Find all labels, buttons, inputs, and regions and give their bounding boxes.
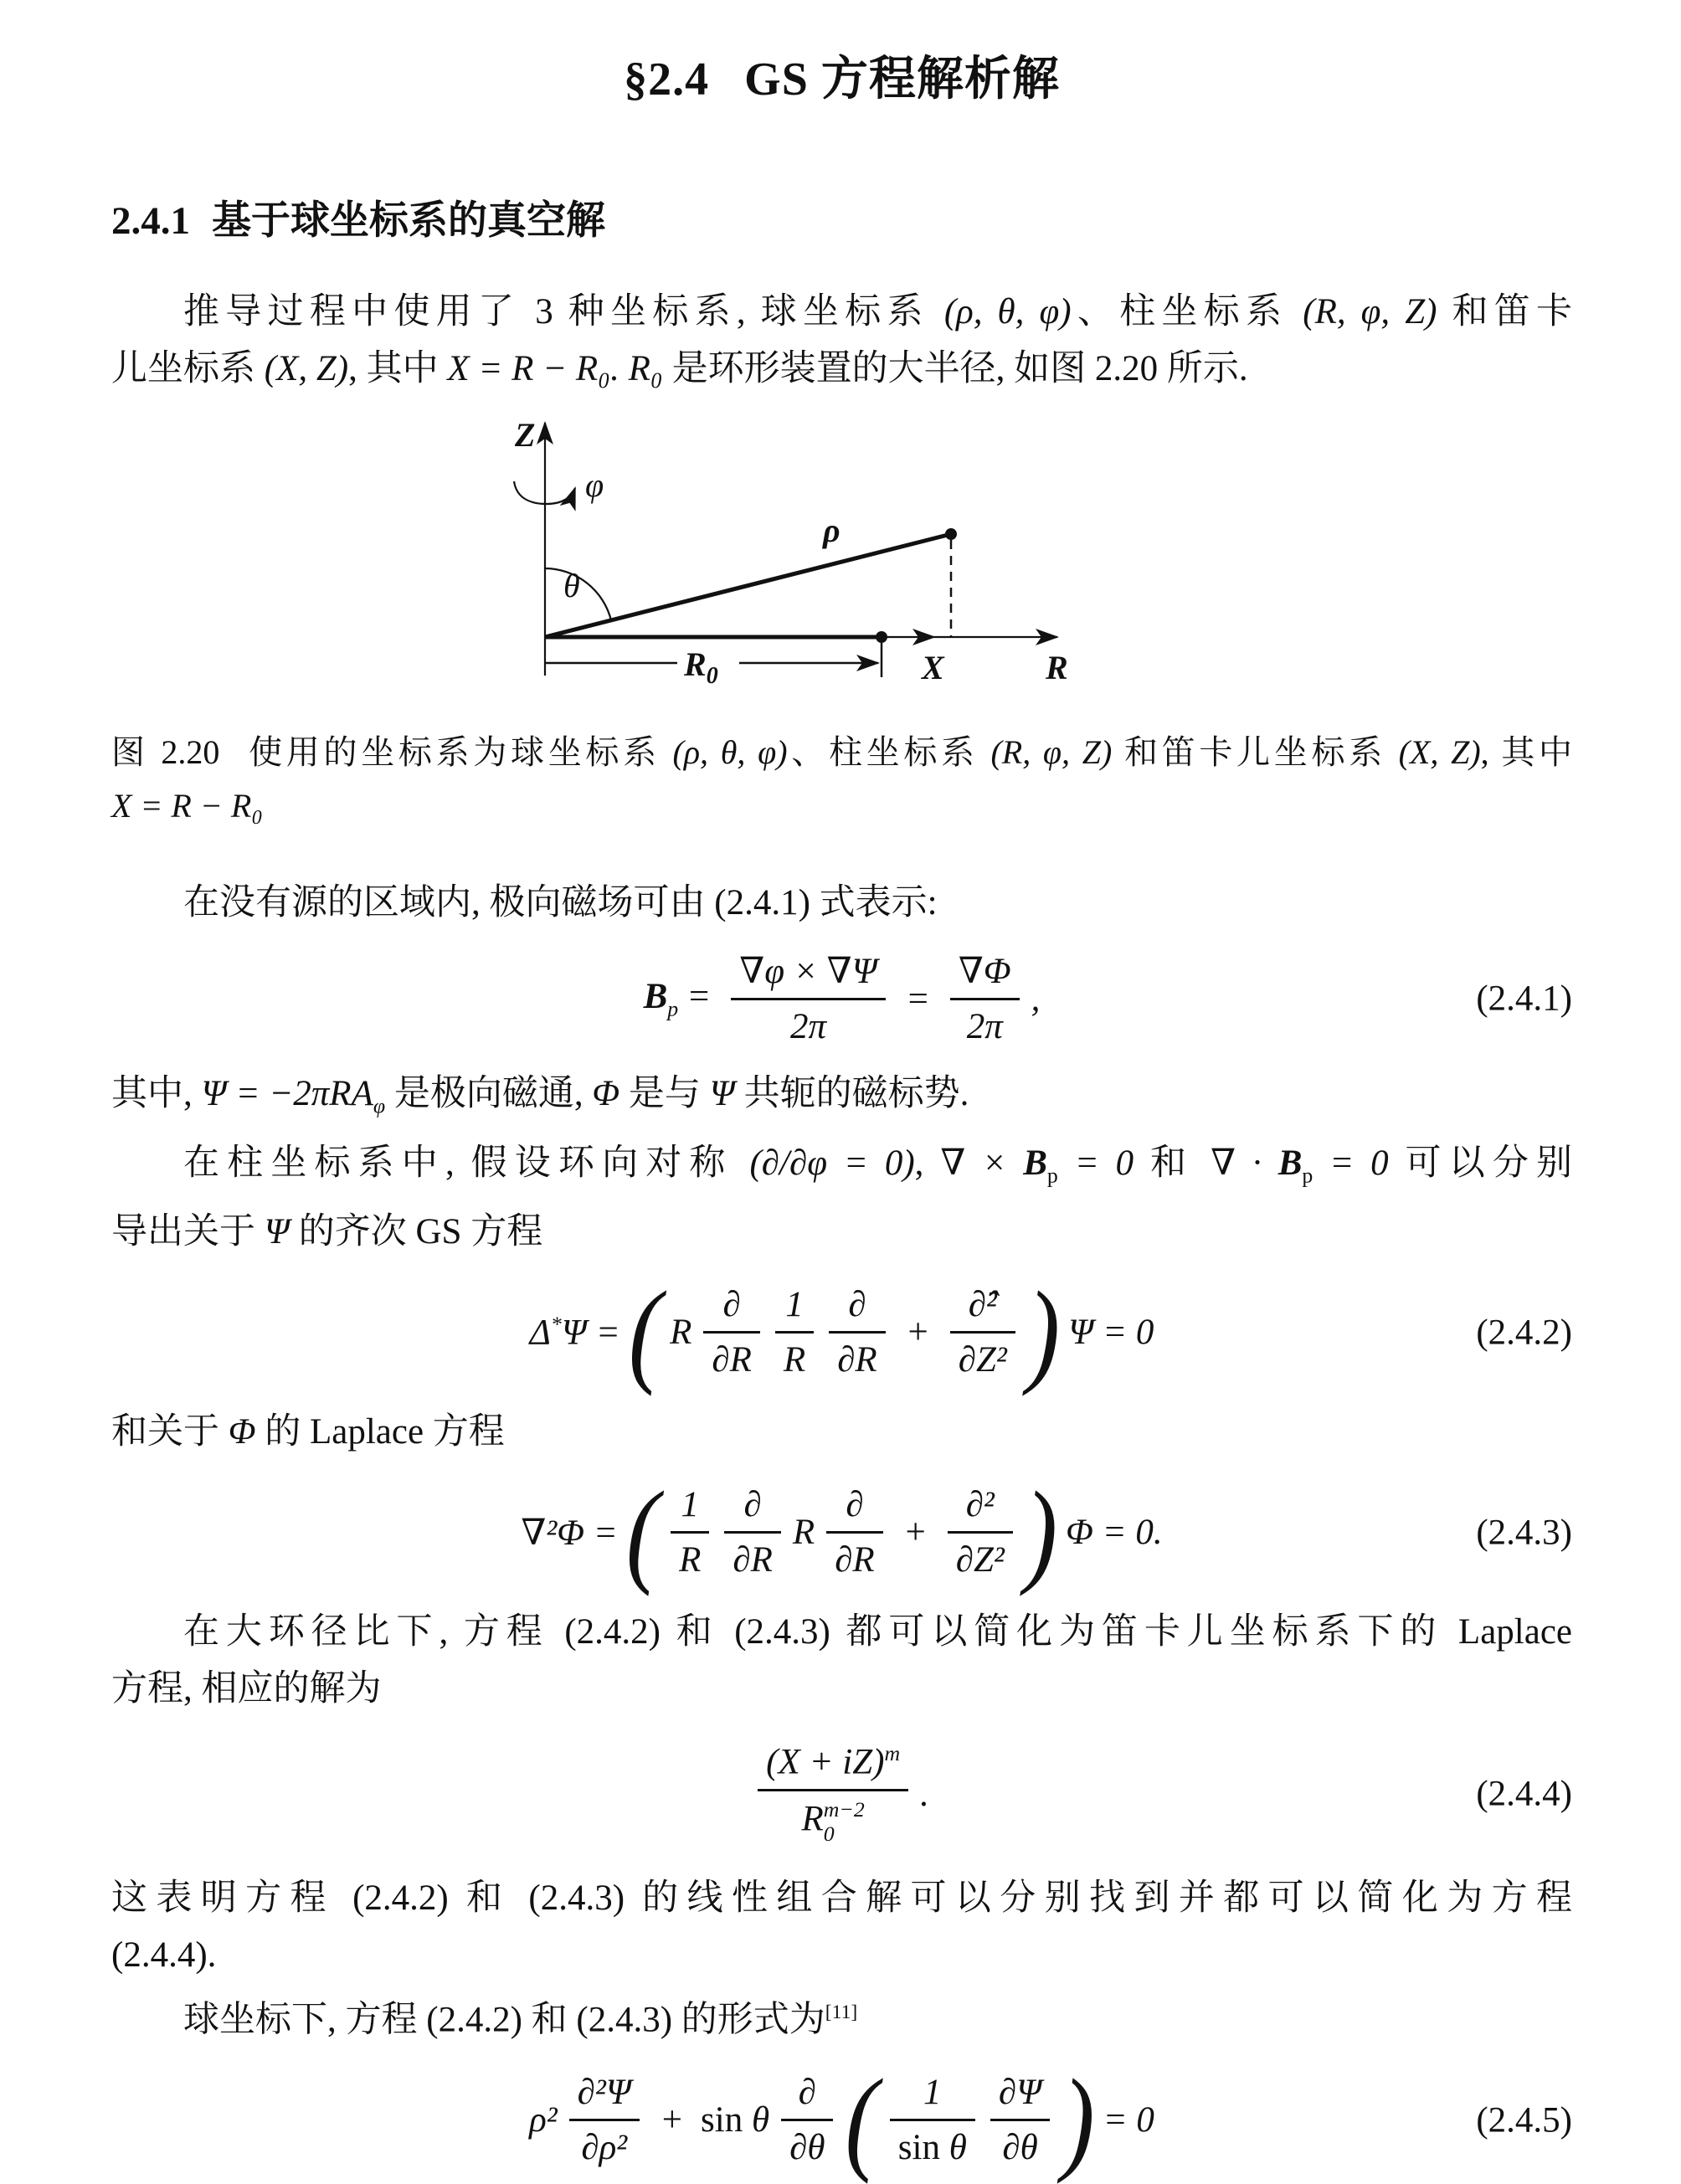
numerator: ∇Φ (950, 948, 1020, 1000)
fraction (731, 948, 886, 1049)
text-run: , (914, 1143, 941, 1183)
text-run: 和笛卡儿坐标系 (1112, 733, 1399, 771)
numerator: ∇φ × ∇Ψ (731, 948, 886, 1000)
subscript: φ (373, 1093, 386, 1118)
numerator: ∂ (724, 1483, 781, 1534)
paragraph-line (111, 1204, 1572, 1261)
fraction (948, 1483, 1013, 1582)
equation-token (701, 2099, 769, 2140)
numerator: ∂ (826, 1483, 883, 1534)
rho-line (545, 534, 951, 637)
rho-label: ρ (822, 511, 840, 549)
paragraph-line (111, 1984, 1572, 2048)
denominator: 2π (790, 1007, 827, 1046)
math-run: (X, Z) (264, 349, 349, 388)
math-run: B (1023, 1143, 1047, 1183)
denominator: ∂Z² (958, 1340, 1007, 1380)
fraction (826, 1483, 883, 1582)
plus-sign: + (660, 2100, 685, 2140)
paragraph-large-aspect (111, 1604, 1572, 1718)
math-run: Ψ (709, 1074, 735, 1113)
fraction (775, 1282, 814, 1382)
equation-body (754, 1739, 929, 1848)
r0-subscript: 0 (706, 663, 718, 689)
paragraph-field-intro (111, 875, 1572, 932)
equation-2-4-4 (111, 1739, 1572, 1848)
punctuation: . (920, 1774, 929, 1814)
equation-body (529, 2054, 1154, 2184)
denominator: ∂Z² (955, 1540, 1005, 1580)
figure-caption (111, 726, 1572, 833)
text-run: 是环形装置的大半径, 如图 2.20 所示. (662, 349, 1248, 388)
superscript: * (550, 1312, 562, 1337)
math-run: R (801, 1799, 824, 1839)
text-run: 和笛卡 (1437, 292, 1573, 331)
fraction (829, 1282, 886, 1382)
equation-token: R (792, 1513, 815, 1553)
math-run: ∇ × (940, 1143, 1024, 1183)
equation-body (521, 1467, 1163, 1597)
fraction (671, 1483, 709, 1582)
denominator (758, 1791, 908, 1848)
numerator: 1 (775, 1282, 814, 1334)
denominator: R (679, 1540, 702, 1580)
fraction (758, 1739, 908, 1848)
equation-token: ρ² (529, 2100, 558, 2140)
math-run: = 0 (1313, 1143, 1389, 1183)
denominator: R (783, 1340, 806, 1380)
paragraph-cylindrical (111, 1135, 1572, 1262)
fraction (724, 1483, 781, 1582)
fraction (950, 948, 1020, 1049)
plus-sign: + (902, 1513, 928, 1553)
equation-body (644, 948, 1041, 1049)
math-run: Φ (592, 1074, 620, 1113)
denominator: ∂R (837, 1340, 877, 1380)
math-run: Φ (228, 1412, 256, 1452)
r0-label (683, 645, 718, 689)
denominator: ∂R (733, 1540, 773, 1580)
denominator: ∂θ (1002, 2128, 1038, 2168)
equation-2-4-1 (111, 948, 1572, 1049)
paragraph-line: (2.4.4). (111, 1935, 217, 1975)
denominator: ∂R (712, 1340, 752, 1380)
paragraph-line (111, 1404, 1572, 1461)
equation-token: Ψ = 0 (1068, 1313, 1154, 1353)
text-run: 是极向磁通, (385, 1074, 593, 1113)
close-paren: ) (1024, 1467, 1058, 1597)
numerator: ∂ (781, 2070, 833, 2121)
fraction (569, 2070, 640, 2170)
paragraph-line: 方程, 相应的解为 (111, 1669, 382, 1709)
math-run: B (1277, 1143, 1303, 1183)
text-run: 在柱坐标系中, 假设环向对称 (183, 1143, 750, 1183)
close-paren: ) (1062, 2054, 1095, 2184)
r0-base: R (683, 645, 707, 683)
equation-2-4-5 (111, 2054, 1572, 2184)
r-label: R (1045, 649, 1068, 686)
z-axis-label: Z (514, 416, 535, 454)
section-number: 2.4.1 (111, 199, 190, 243)
equation-token: Φ = 0. (1066, 1513, 1163, 1553)
text-run: 和 (1134, 1143, 1211, 1183)
text-run: 使用的坐标系为球坐标系 (244, 733, 673, 771)
equation-number: (2.4.4) (1476, 1774, 1572, 1814)
equation-token (530, 1312, 620, 1353)
text-run: 共轭的磁标势. (734, 1074, 969, 1113)
math-run: Ψ (264, 1212, 290, 1252)
equation-number: (2.4.5) (1476, 2100, 1572, 2140)
text-run: 儿坐标系 (111, 349, 265, 388)
fraction (781, 2070, 833, 2170)
caption-line (111, 779, 1572, 833)
equation-number: (2.4.3) (1476, 1513, 1572, 1553)
paragraph-line: 在大环径比下, 方程 (2.4.2) 和 (2.4.3) 都可以简化为笛卡儿坐标系下的 Laplace (183, 1612, 1572, 1652)
equals-sign: = (686, 976, 712, 1016)
denominator: ∂θ (789, 2128, 825, 2168)
numerator (758, 1739, 908, 1791)
open-paren: ( (845, 2054, 878, 2184)
numerator: ∂² (948, 1483, 1013, 1534)
equation-2-4-3 (111, 1467, 1572, 1597)
math-run: ∇ · (1211, 1143, 1278, 1183)
citation-reference: [11] (825, 2001, 858, 2023)
math-run: θ (948, 2128, 967, 2168)
math-run: (X + iZ) (766, 1742, 885, 1782)
paragraph-laplace (111, 1404, 1572, 1461)
subscript: p (1046, 1163, 1058, 1188)
equation-2-4-2 (111, 1267, 1572, 1397)
figure-2-20 (111, 409, 1572, 833)
subscript: p (1302, 1163, 1313, 1188)
text-run: 球坐标下, 方程 (2.4.2) 和 (2.4.3) 的形式为 (183, 2000, 825, 2040)
text-run: 其中, (111, 1074, 202, 1113)
equation-body (529, 1267, 1154, 1397)
section-symbol: §2.4 (624, 54, 710, 105)
math-run: Ψ = −2πRA (201, 1074, 373, 1113)
text-run: 、柱坐标系 (1071, 292, 1303, 331)
section-heading (111, 189, 1572, 245)
equation-number: (2.4.1) (1476, 979, 1572, 1019)
numerator: ∂ (829, 1282, 886, 1334)
punctuation: , (1031, 979, 1041, 1019)
equation-token: = 0 (1103, 2100, 1154, 2140)
text-run: 和关于 (111, 1412, 229, 1452)
math-run: B (643, 976, 668, 1016)
paragraph-definitions (111, 1066, 1572, 1135)
math-run: (ρ, θ, φ) (672, 733, 788, 771)
figure-diagram (511, 409, 1081, 711)
theta-label: θ (563, 567, 580, 604)
numerator: 1 (671, 1483, 709, 1534)
fraction (950, 1282, 1015, 1382)
paragraph-line (111, 1066, 1572, 1135)
text-run: 导出关于 (111, 1212, 265, 1252)
math-run: Δ (529, 1313, 551, 1353)
x-label: X (921, 649, 944, 686)
point-marker (876, 631, 887, 643)
subscript: p (667, 996, 679, 1021)
math-run: (R, φ, Z) (990, 733, 1113, 771)
equals-sign: = (905, 979, 930, 1019)
paragraph-line (111, 341, 1572, 398)
caption-line (111, 726, 1572, 779)
equation-token: R (670, 1313, 692, 1353)
function-name: sin (701, 2100, 743, 2140)
paragraph-intro (111, 284, 1572, 398)
equation-token (644, 976, 720, 1022)
text-run: 的 Laplace 方程 (255, 1412, 505, 1452)
paragraph-line (111, 284, 1572, 341)
paragraph-linear-combination (111, 1870, 1572, 1984)
equation-token: ∇²Φ = (521, 1513, 618, 1553)
numerator: ∂Ψ (990, 2070, 1050, 2121)
function-name: sin (897, 2128, 949, 2168)
numerator: ∂ (703, 1282, 760, 1334)
text-run: 、柱坐标系 (787, 733, 991, 771)
math-run: X = R − R₀ (111, 787, 264, 825)
equation-number: (2.4.2) (1476, 1313, 1572, 1353)
script-stack (824, 1797, 865, 1847)
fraction (990, 2070, 1050, 2170)
math-run: Ψ = (561, 1313, 620, 1353)
plus-sign: + (905, 1313, 930, 1353)
numerator: ∂̂² (950, 1282, 1015, 1334)
superscript: m−2 (823, 1796, 865, 1822)
subscript: 0 (823, 1822, 835, 1847)
text-run: 可以分别 (1388, 1143, 1573, 1183)
text-run: 是与 (619, 1074, 710, 1113)
paragraph-line: 这表明方程 (2.4.2) 和 (2.4.3) 的线性组合解可以分别找到并都可以简化为方程 (111, 1878, 1572, 1918)
fraction (703, 1282, 760, 1382)
open-paren: ( (628, 1267, 662, 1397)
denominator (890, 2121, 975, 2170)
figure-tag: 图 2.20 (111, 733, 220, 771)
title-text: GS 方程解析解 (744, 54, 1060, 105)
text-run: , 其中 (1480, 733, 1573, 771)
point-marker (945, 528, 957, 540)
math-run: (X, Z) (1398, 733, 1481, 771)
page-title (111, 42, 1572, 109)
text-run: 在没有源的区域内, 极向磁场可由 (2.4.1) 式表示: (183, 883, 938, 922)
close-paren: ) (1026, 1267, 1061, 1397)
paragraph-line (111, 875, 1572, 932)
paragraph-spherical (111, 1984, 1572, 2048)
numerator: 1 (890, 2070, 975, 2121)
fraction (890, 2070, 975, 2170)
open-paren: ( (625, 1467, 660, 1597)
math-run: (∂/∂φ = 0) (749, 1143, 915, 1183)
math-run: (ρ, θ, φ) (943, 292, 1072, 331)
numerator: ∂²Ψ (569, 2070, 640, 2121)
math-run: (R, φ, Z) (1303, 292, 1437, 331)
text-run: 推导过程中使用了 3 种坐标系, 球坐标系 (183, 292, 944, 331)
section-title: 基于球坐标系的真空解 (212, 199, 605, 243)
text-run: 的齐次 GS 方程 (289, 1212, 543, 1252)
math-run: X = R − R₀. R₀ (447, 349, 663, 388)
text-run: , 其中 (348, 349, 448, 388)
superscript: m (884, 1741, 901, 1766)
phi-label: φ (584, 466, 604, 504)
denominator: ∂ρ² (581, 2128, 628, 2168)
denominator: ∂R (835, 1540, 875, 1580)
math-run: θ (751, 2100, 770, 2140)
paragraph-line (111, 1135, 1572, 1205)
denominator: 2π (966, 1007, 1003, 1046)
math-run: = 0 (1057, 1143, 1134, 1183)
